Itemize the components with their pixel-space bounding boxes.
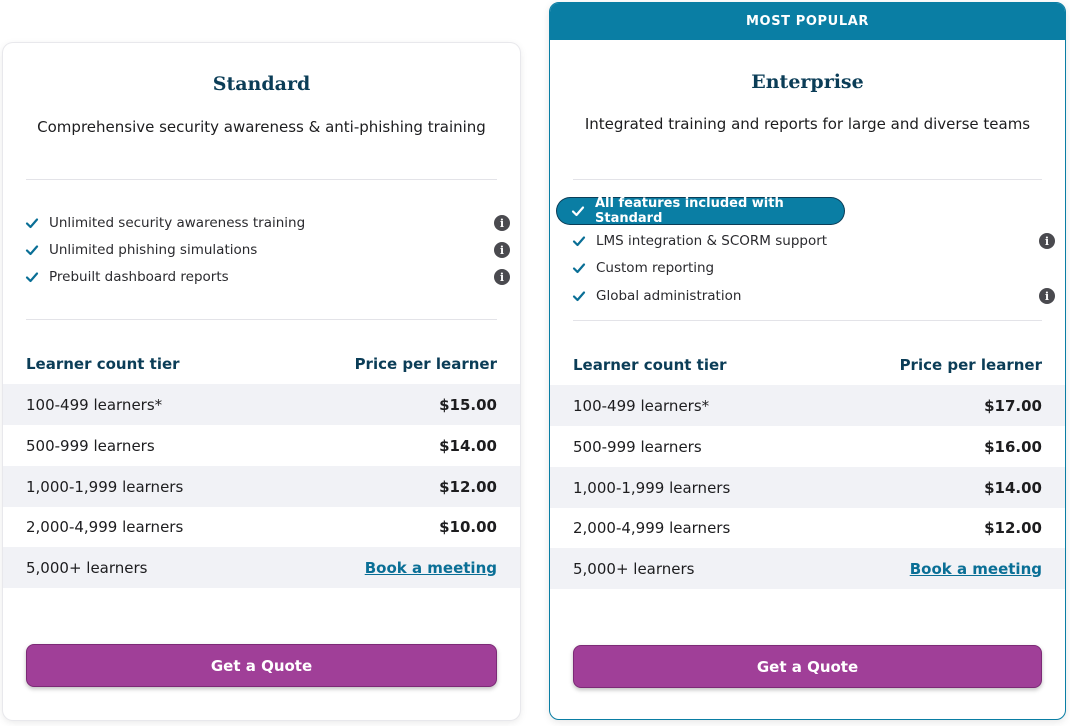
- all-standard-features-badge: [557, 198, 844, 224]
- table-row: [3, 466, 520, 507]
- tier-cell: 2,000-4,999 learners: [26, 517, 184, 536]
- col-price-header: Price per learner: [899, 356, 1042, 374]
- divider: [573, 179, 1042, 180]
- tier-cell: 5,000+ learners: [26, 558, 148, 577]
- check-icon: [25, 243, 39, 257]
- divider: [26, 319, 497, 320]
- feature-label: Unlimited security awareness training: [49, 215, 306, 231]
- get-quote-button[interactable]: Get a Quote: [26, 644, 497, 687]
- tier-cell: 2,000-4,999 learners: [573, 518, 731, 537]
- tier-cell: 500-999 learners: [573, 437, 702, 456]
- table-row: [3, 425, 520, 466]
- feature-item: [25, 266, 510, 288]
- check-icon: [572, 289, 586, 303]
- info-icon[interactable]: i: [1039, 288, 1055, 304]
- col-tier-header: Learner count tier: [26, 355, 180, 373]
- check-icon: [572, 261, 586, 275]
- table-row: [3, 547, 520, 588]
- book-meeting-link[interactable]: Book a meeting: [364, 558, 497, 577]
- price-cell: $14.00: [439, 436, 497, 455]
- most-popular-banner: MOST POPULAR: [550, 3, 1065, 40]
- price-cell: $16.00: [984, 437, 1042, 456]
- tier-cell: 100-499 learners*: [26, 395, 163, 414]
- tier-cell: 100-499 learners*: [573, 396, 710, 415]
- tier-cell: 1,000-1,999 learners: [26, 477, 184, 496]
- check-icon: [25, 270, 39, 284]
- feature-label: Prebuilt dashboard reports: [49, 269, 229, 285]
- feature-item: [25, 239, 510, 261]
- tier-cell: 500-999 learners: [26, 436, 155, 455]
- tier-cell: 1,000-1,999 learners: [573, 478, 731, 497]
- tier-cell: 5,000+ learners: [573, 559, 695, 578]
- price-cell: $10.00: [439, 517, 497, 536]
- feature-item: [25, 212, 510, 234]
- info-icon[interactable]: i: [494, 242, 510, 258]
- check-icon: [25, 216, 39, 230]
- pricing-table-header: [26, 352, 497, 376]
- divider: [573, 320, 1042, 321]
- feature-item: [572, 285, 1055, 307]
- feature-item: [572, 257, 1055, 279]
- info-icon[interactable]: i: [494, 269, 510, 285]
- feature-label: LMS integration & SCORM support: [596, 233, 828, 249]
- info-icon[interactable]: i: [1039, 233, 1055, 249]
- standard-plan-subtitle: Comprehensive security awareness & anti-phishing training: [37, 118, 486, 136]
- get-quote-button[interactable]: Get a Quote: [573, 645, 1042, 688]
- table-row: [3, 506, 520, 547]
- col-price-header: Price per learner: [354, 355, 497, 373]
- enterprise-plan-card: [549, 2, 1066, 720]
- feature-label: Custom reporting: [596, 260, 715, 276]
- feature-label: Global administration: [596, 288, 742, 304]
- info-icon[interactable]: i: [494, 215, 510, 231]
- price-cell: $15.00: [439, 395, 497, 414]
- enterprise-plan-title: Enterprise: [751, 71, 864, 93]
- standard-plan-title: Standard: [212, 73, 311, 95]
- table-row: [550, 426, 1065, 467]
- table-row: [550, 548, 1065, 589]
- price-cell: $14.00: [984, 478, 1042, 497]
- table-row: [550, 507, 1065, 548]
- book-meeting-link[interactable]: Book a meeting: [909, 559, 1042, 578]
- enterprise-plan-subtitle: Integrated training and reports for large and diverse teams: [584, 115, 1031, 133]
- feature-item: [572, 230, 1055, 252]
- standard-plan-card: [3, 43, 520, 720]
- pricing-table-header: [573, 353, 1042, 377]
- badge-label: All features included with Standard: [595, 196, 784, 226]
- table-row: [550, 467, 1065, 508]
- table-row: [3, 384, 520, 425]
- price-cell: $12.00: [984, 518, 1042, 537]
- feature-label: Unlimited phishing simulations: [49, 242, 258, 258]
- table-row: [550, 385, 1065, 426]
- col-tier-header: Learner count tier: [573, 356, 727, 374]
- check-icon: [571, 204, 585, 218]
- divider: [26, 179, 497, 180]
- price-cell: $17.00: [984, 396, 1042, 415]
- check-icon: [572, 234, 586, 248]
- price-cell: $12.00: [439, 477, 497, 496]
